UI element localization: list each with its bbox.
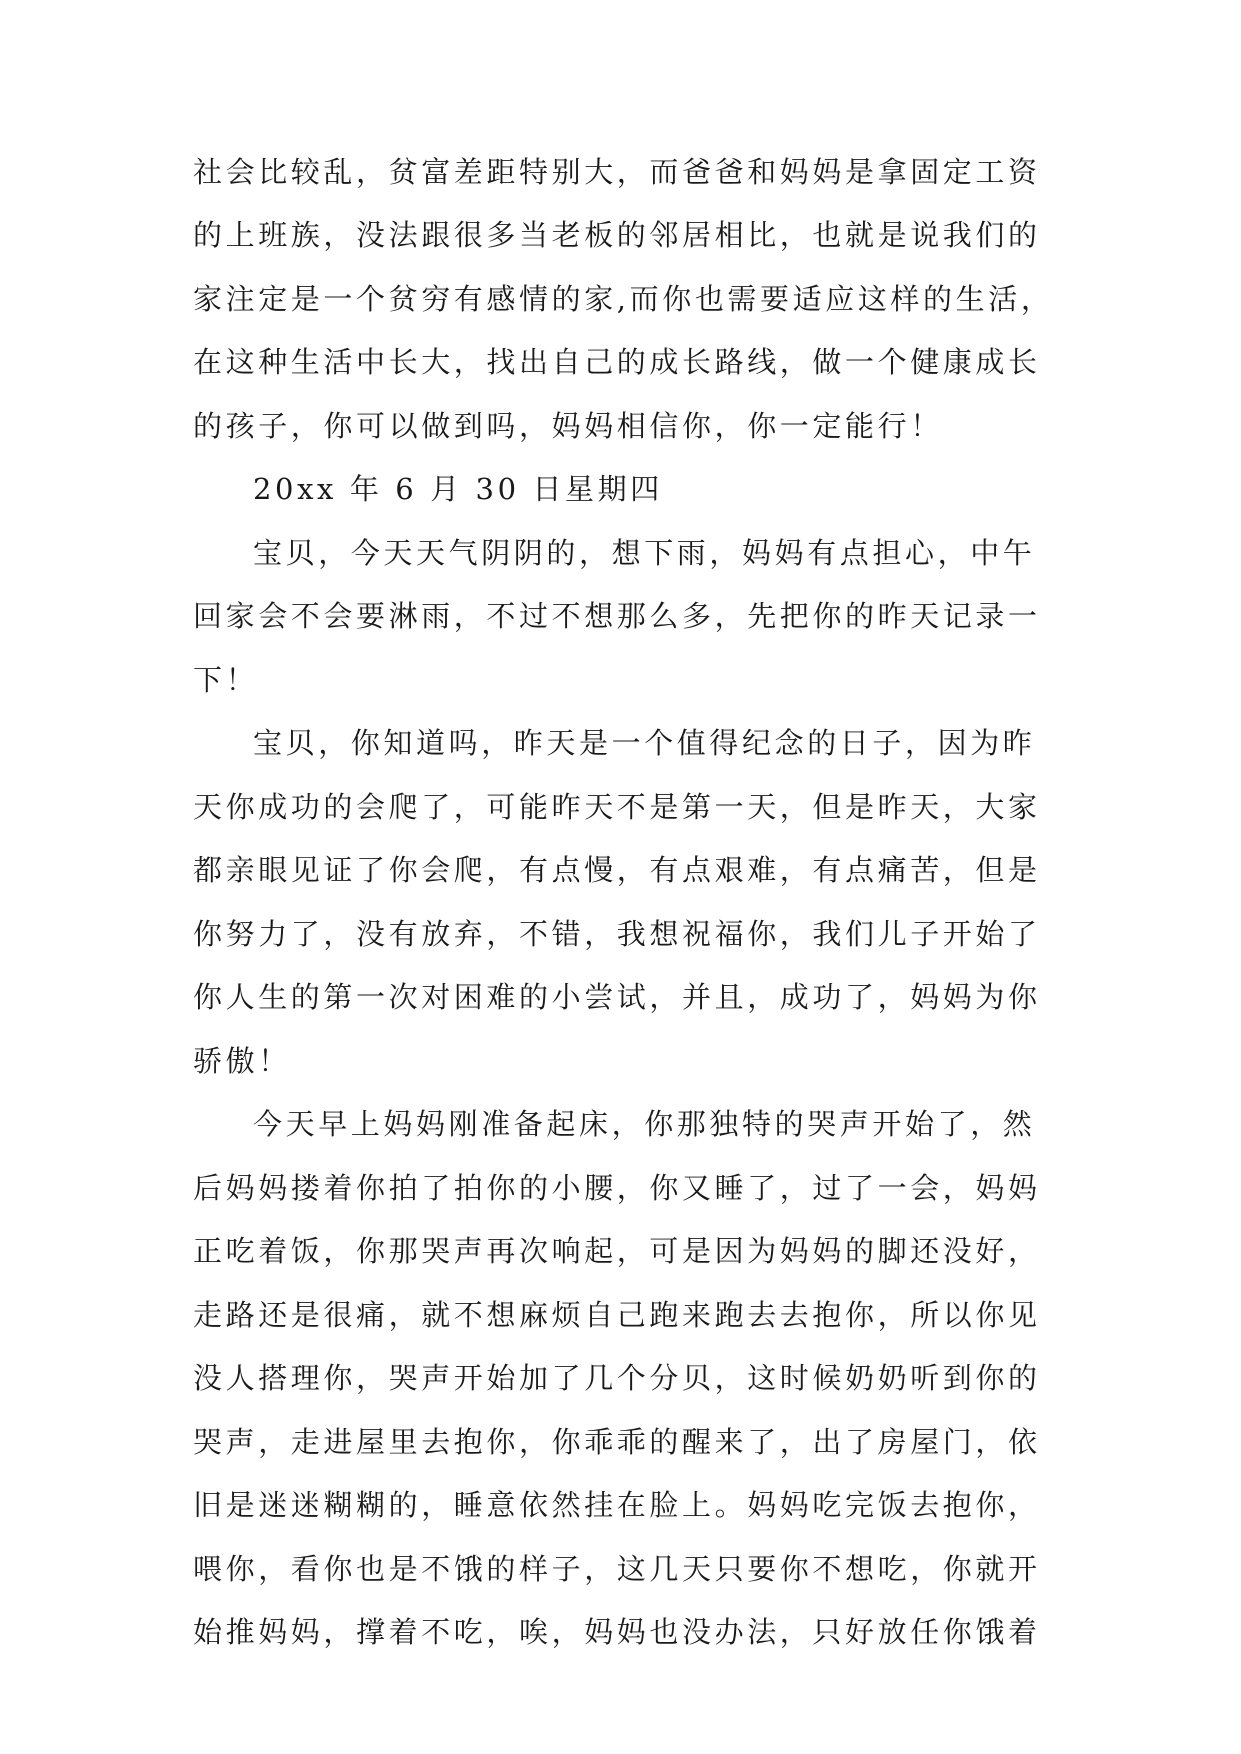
text-line: 哭声，走进屋里去抱你，你乖乖的醒来了，出了房屋门，依 [193, 1425, 1041, 1459]
text-line: 宝贝，今天天气阴阴的，想下雨，妈妈有点担心，中午 [253, 536, 1036, 570]
text-line: 今天早上妈妈刚准备起床，你那独特的哭声开始了，然 [253, 1107, 1036, 1141]
text-line: 旧是迷迷糊糊的，睡意依然挂在脸上。妈妈吃完饭去抱你， [193, 1488, 1041, 1522]
text-line: 你人生的第一次对困难的小尝试，并且，成功了，妈妈为你 [193, 980, 1041, 1014]
entry-date-heading: 20xx 年 6 月 30 日星期四 [253, 472, 663, 506]
text-line: 走路还是很痛，就不想麻烦自己跑来跑去去抱你，所以你见 [193, 1298, 1041, 1332]
text-line: 在这种生活中长大，找出自己的成长路线，做一个健康成长 [193, 345, 1041, 379]
text-line: 都亲眼见证了你会爬，有点慢，有点艰难，有点痛苦，但是 [193, 853, 1041, 887]
text-line: 宝贝，你知道吗，昨天是一个值得纪念的日子，因为昨 [253, 726, 1036, 760]
text-line: 的上班族，没法跟很多当老板的邻居相比，也就是说我们的 [193, 218, 1041, 252]
text-line: 天你成功的会爬了，可能昨天不是第一天，但是昨天，大家 [193, 790, 1041, 824]
text-line: 喂你，看你也是不饿的样子，这几天只要你不想吃，你就开 [193, 1552, 1041, 1586]
text-line: 始推妈妈，撑着不吃，唉，妈妈也没办法，只好放任你饿着 [193, 1615, 1041, 1649]
text-line: 社会比较乱，贫富差距特别大，而爸爸和妈妈是拿固定工资 [193, 155, 1041, 189]
text-line: 下！ [193, 663, 259, 697]
text-line: 的孩子，你可以做到吗，妈妈相信你，你一定能行！ [193, 409, 943, 443]
text-line: 你努力了，没有放弃，不错，我想祝福你，我们儿子开始了 [193, 917, 1041, 951]
text-line: 回家会不会要淋雨，不过不想那么多，先把你的昨天记录一 [193, 599, 1041, 633]
text-line: 后妈妈搂着你拍了拍你的小腰，你又睡了，过了一会，妈妈 [193, 1171, 1041, 1205]
text-line: 没人搭理你，哭声开始加了几个分贝，这时候奶奶听到你的 [193, 1361, 1041, 1395]
text-line: 正吃着饭，你那哭声再次响起，可是因为妈妈的脚还没好， [193, 1234, 1041, 1268]
text-line: 家注定是一个贫穷有感情的家,而你也需要适应这样的生活， [193, 282, 1054, 316]
text-line: 骄傲！ [193, 1044, 291, 1078]
